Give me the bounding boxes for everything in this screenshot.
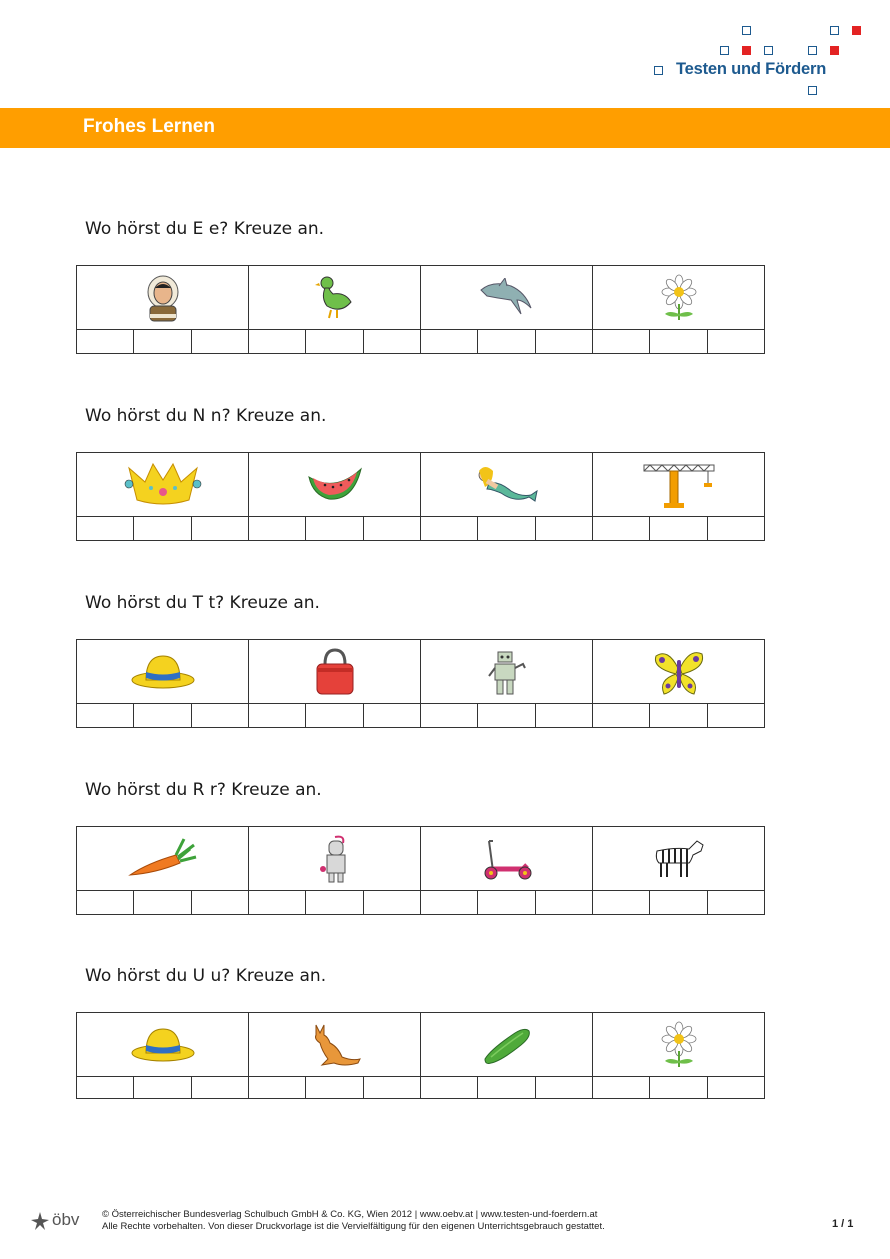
exercise-question: Wo hörst du T t? Kreuze an. (85, 593, 320, 613)
answer-box[interactable] (650, 517, 707, 540)
picture-cell (77, 266, 249, 329)
hat-icon (130, 1025, 196, 1065)
picture-cell (249, 453, 421, 516)
answer-box[interactable] (478, 1077, 535, 1098)
logo-square (654, 66, 663, 75)
answer-box[interactable] (249, 517, 306, 540)
answer-box[interactable] (134, 1077, 191, 1098)
answer-box[interactable] (77, 1077, 134, 1098)
answer-box[interactable] (708, 330, 764, 353)
picture-cell (249, 827, 421, 890)
picture-cell (249, 640, 421, 703)
exercise-question: Wo hörst du E e? Kreuze an. (85, 219, 325, 239)
answer-box[interactable] (536, 330, 593, 353)
answer-box[interactable] (421, 517, 478, 540)
picture-cell (421, 1013, 593, 1076)
exercise-grid (76, 826, 765, 915)
answer-box[interactable] (77, 517, 134, 540)
logo-text: Testen und Fördern (676, 60, 827, 78)
exercise-grid (76, 639, 765, 728)
answer-box[interactable] (306, 330, 363, 353)
answer-box[interactable] (593, 704, 650, 727)
answer-box[interactable] (708, 704, 764, 727)
answer-box[interactable] (593, 330, 650, 353)
publisher-brand: öbv (52, 1210, 80, 1229)
zebra-icon (651, 837, 707, 881)
answer-box[interactable] (650, 330, 707, 353)
picture-cell (593, 453, 764, 516)
knight-icon (317, 835, 353, 883)
butterfly-icon (650, 646, 708, 698)
picture-cell (421, 640, 593, 703)
crane-icon (642, 461, 716, 509)
picture-cell (249, 266, 421, 329)
answer-box[interactable] (478, 891, 535, 914)
answer-box[interactable] (478, 704, 535, 727)
answer-box[interactable] (306, 1077, 363, 1098)
copyright-line: © Österreichischer Bundesverlag Schulbuch GmbH & Co. KG, Wien 2012 | www.oebv.at | www.testen-und-foerdern.at (102, 1209, 598, 1220)
answer-box[interactable] (593, 517, 650, 540)
answer-box[interactable] (364, 330, 421, 353)
star-icon (30, 1211, 50, 1231)
answer-box[interactable] (421, 891, 478, 914)
picture-cell (77, 1013, 249, 1076)
answer-box[interactable] (478, 330, 535, 353)
title-banner (0, 108, 890, 148)
logo-square (808, 46, 817, 55)
carrot-icon (128, 837, 198, 881)
answer-box[interactable] (536, 517, 593, 540)
rights-line: Alle Rechte vorbehalten. Von dieser Druckvorlage ist die Vervielfältigung für den eigenen Unterrichtsgebrauch gestattet. (102, 1221, 605, 1232)
picture-cell (593, 1013, 764, 1076)
picture-cell (593, 266, 764, 329)
picture-cell (593, 640, 764, 703)
picture-cell (77, 640, 249, 703)
picture-cell (421, 453, 593, 516)
picture-cell (249, 1013, 421, 1076)
crown-icon (123, 462, 203, 508)
answer-box[interactable] (134, 891, 191, 914)
dolphin-icon (479, 278, 535, 318)
answer-box[interactable] (77, 330, 134, 353)
answer-box[interactable] (134, 517, 191, 540)
answer-box[interactable] (134, 330, 191, 353)
logo-square (742, 46, 751, 55)
answer-box[interactable] (192, 517, 249, 540)
answer-box[interactable] (249, 330, 306, 353)
logo-square (830, 46, 839, 55)
copyright-text (102, 1209, 605, 1233)
answer-box[interactable] (536, 704, 593, 727)
mermaid-icon (475, 463, 539, 507)
answer-box[interactable] (650, 704, 707, 727)
exercise-question: Wo hörst du N n? Kreuze an. (85, 406, 327, 426)
answer-box[interactable] (306, 517, 363, 540)
logo-square (830, 26, 839, 35)
answer-box[interactable] (192, 704, 249, 727)
logo-square (764, 46, 773, 55)
answer-box[interactable] (77, 704, 134, 727)
logo-square (808, 86, 817, 95)
kangaroo-icon (308, 1021, 362, 1069)
page-title: Frohes Lernen (83, 116, 215, 137)
answer-box[interactable] (192, 891, 249, 914)
answer-box[interactable] (364, 1077, 421, 1098)
robot-icon (487, 648, 527, 696)
publisher-logo (30, 1210, 92, 1230)
answer-box[interactable] (536, 1077, 593, 1098)
answer-box[interactable] (421, 330, 478, 353)
answer-box[interactable] (306, 891, 363, 914)
answer-box[interactable] (421, 1077, 478, 1098)
testen-und-foerdern-logo (650, 22, 870, 100)
answer-box[interactable] (536, 891, 593, 914)
answer-box[interactable] (708, 891, 764, 914)
answer-box[interactable] (192, 1077, 249, 1098)
answer-box[interactable] (134, 704, 191, 727)
answer-box[interactable] (249, 891, 306, 914)
answer-box[interactable] (306, 704, 363, 727)
duck-icon (315, 274, 355, 322)
handbag-icon (313, 648, 357, 696)
answer-box[interactable] (593, 1077, 650, 1098)
answer-box[interactable] (364, 891, 421, 914)
exercise-grid (76, 265, 765, 354)
eskimo-icon (143, 274, 183, 322)
exercise-question: Wo hörst du U u? Kreuze an. (85, 966, 327, 986)
answer-box[interactable] (478, 517, 535, 540)
logo-square (852, 26, 861, 35)
answer-box[interactable] (364, 704, 421, 727)
answer-box[interactable] (77, 891, 134, 914)
answer-box[interactable] (364, 517, 421, 540)
exercise-grid (76, 452, 765, 541)
answer-box[interactable] (249, 1077, 306, 1098)
picture-cell (593, 827, 764, 890)
scooter-icon (479, 837, 535, 881)
logo-square (742, 26, 751, 35)
answer-box[interactable] (650, 891, 707, 914)
hat-icon (130, 652, 196, 692)
exercise-question: Wo hörst du R r? Kreuze an. (85, 780, 322, 800)
cucumber-icon (481, 1023, 533, 1067)
answer-box[interactable] (650, 1077, 707, 1098)
answer-box[interactable] (708, 517, 764, 540)
picture-cell (421, 266, 593, 329)
daisy-icon (657, 1021, 701, 1069)
answer-box[interactable] (421, 704, 478, 727)
picture-cell (421, 827, 593, 890)
picture-cell (77, 453, 249, 516)
logo-square (720, 46, 729, 55)
picture-cell (77, 827, 249, 890)
answer-box[interactable] (192, 330, 249, 353)
answer-box[interactable] (249, 704, 306, 727)
page-number: 1 / 1 (832, 1218, 854, 1230)
watermelon-icon (305, 465, 365, 505)
daisy-icon (657, 274, 701, 322)
answer-box[interactable] (593, 891, 650, 914)
answer-box[interactable] (708, 1077, 764, 1098)
exercise-grid (76, 1012, 765, 1099)
